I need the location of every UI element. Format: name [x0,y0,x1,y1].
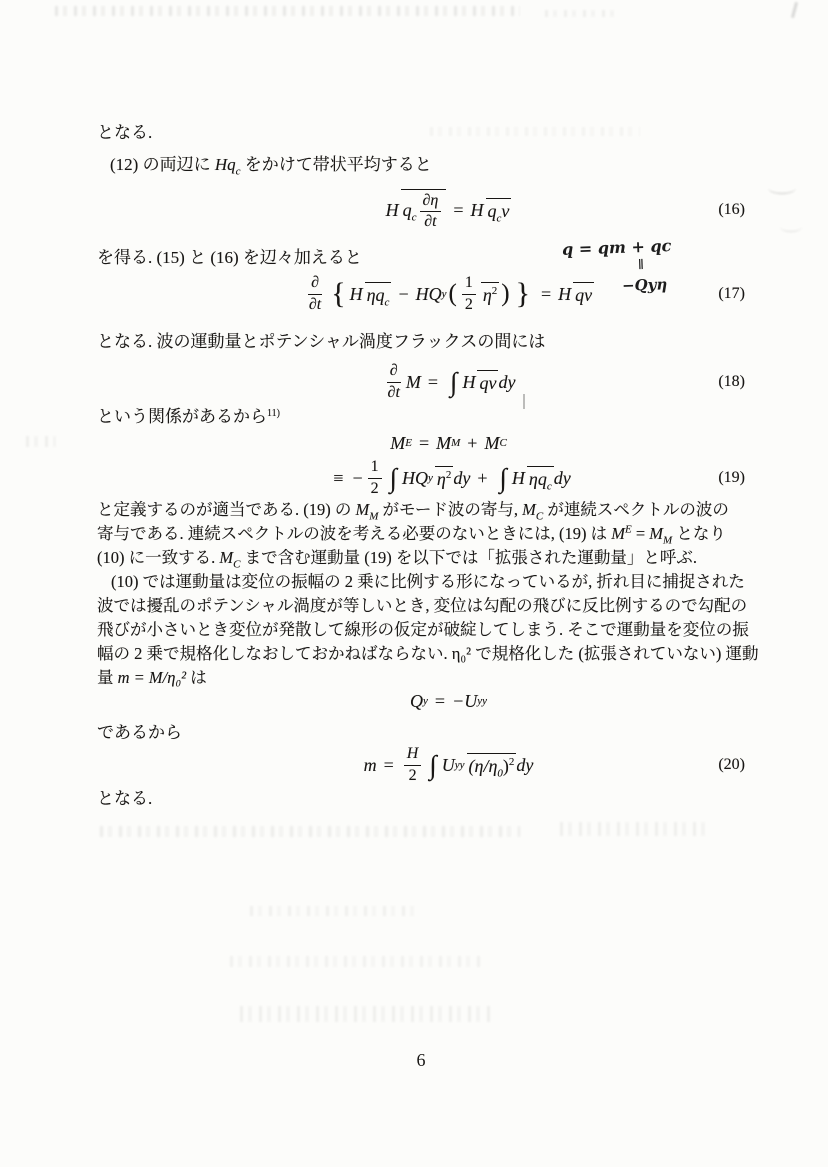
equation-20: m = $\frac{H}{2}$ ∫ U yy $(\eta/\eta_0)^2$ dy (20) [363,745,745,784]
equation-number: (19) [718,469,745,486]
integral-sign: ∫ [450,366,458,397]
math-var: Hq [214,155,236,174]
math-sub: c [546,480,552,493]
paragraph [97,498,777,690]
paragraph-line [97,594,777,618]
math-var: dy [453,467,471,488]
math-num: 1 [462,274,476,294]
text-run: となる. [97,789,153,808]
equals-sign: = [540,283,552,304]
math-var: H [470,199,484,220]
paragraph-line [97,642,777,666]
math-var: HQ [415,283,442,304]
math-sup: 2 [445,469,452,481]
math-num: 1 [368,458,382,478]
scan-artifact [100,826,520,837]
math-var: ∂t [387,383,400,401]
reference-mark: 11) [267,408,280,419]
overline-term [467,753,517,780]
paragraph-line [97,618,777,642]
math-var: M [522,500,536,519]
text-run: 飛びが小さいとき変位が発散して線形の仮定が破綻してしまう. そこで運動量を変位の振 [97,620,749,639]
integral-sign: ∫ [389,462,397,493]
math-var: ηq [528,469,547,489]
text-run: となり [672,524,726,543]
equation-18 [97,356,745,408]
math-var: dy [516,754,534,775]
overline-term [486,198,512,225]
equation-number: (17) [718,285,745,302]
equals-sign: = [427,371,439,392]
math-sup: 2 [491,285,498,297]
text-run: がモード波の寄与, [378,500,523,519]
math-var: H [385,199,399,220]
paragraph-line [97,498,777,522]
equation-19-line1: M E = M M + M C [390,432,507,453]
equals-sign: = [434,690,446,711]
text-run: (12) の両辺に [110,155,215,174]
equiv-sign: ≡ [333,467,344,488]
math-sub: c [496,212,502,225]
math-var: ∂t [424,213,437,230]
equation-number: (16) [718,201,745,218]
plus-sign: + [477,467,488,488]
math-paren: ) [502,756,509,776]
overline-term [401,189,447,232]
math-var: η [436,469,446,489]
fraction [306,274,324,314]
math-sub: M [369,510,379,523]
text-run: (10) に一致する. [97,548,220,567]
paragraph-line [97,666,777,690]
math-var: H [404,745,422,765]
scan-artifact [560,822,710,836]
body-text-line [97,329,545,354]
text-run: と定義するのが適当である. (19) の [97,500,356,519]
paragraph-line [97,522,777,546]
right-brace: } [515,277,530,310]
math-var: ∂η [420,192,442,212]
equation-16 [97,180,745,240]
math-var: M [484,432,500,453]
math-sup: E [625,523,632,536]
math-var: ηq [366,285,385,305]
body-text-line [110,152,432,177]
math-var: q [487,201,497,221]
math-sub: c [384,296,390,309]
scan-artifact [250,906,420,916]
math-sub: 0 [497,767,503,780]
body-text-line [97,120,152,145]
text-run: 幅の 2 乗で規格化しなおしておかねばならない. η₀² で規格化した (拡張されていない) 運動 [97,644,759,663]
math-num: 2 [370,479,379,497]
scan-artifact [430,127,640,136]
equation-17: $\frac{\partial}{\partial t}$ { H $\eta q_c$ − HQ y ( $\frac{1}{2}$ $\eta^2$ ) } = H qv (17) [97,264,745,324]
overline-term: qv [477,370,498,394]
math-var: M [390,432,406,453]
right-paren: ) [501,280,510,307]
math-var: m = M/η₀² [117,668,187,687]
scan-artifact [768,182,796,194]
math-var: dy [553,467,571,488]
math-var: (η/η [468,756,498,776]
body-text-line [97,786,152,811]
math-var: dy [498,371,516,392]
equation-number: (18) [718,373,745,390]
handwriting-line: ∥ [637,257,645,272]
fraction [404,745,422,785]
overline-term [527,466,554,493]
overline-term [435,466,453,490]
overline-term: qv [573,282,594,306]
plus-sign: + [467,432,478,453]
integral-sign: ∫ [499,462,507,493]
text-run: まで含む運動量 (19) を以下では「拡張された運動量」と呼ぶ. [240,548,697,567]
math-sub: c [411,211,417,224]
scan-artifact [780,222,802,232]
math-var: M [649,524,664,543]
equation-number: (20) [718,756,745,773]
math-var: q [402,199,412,220]
text-run: は [186,668,207,687]
fraction [368,458,382,498]
text-run: 量 [97,668,118,687]
fraction [385,362,403,402]
equals-sign: = [418,432,430,453]
math-var: η [482,285,492,305]
equation-qy: Q y = −U yy [410,690,487,711]
scan-artifact [26,436,56,447]
handwriting-line: −Qyη [621,275,668,295]
math-sup: 2 [508,756,515,768]
text-run: という関係があるから [97,407,267,426]
fraction [420,192,442,232]
math-sub: C [233,558,241,571]
math-var: ∂ [387,362,401,382]
text-run: (10) では運動量は変位の振幅の 2 乗に比例する形になっているが, 折れ目に捕捉された [111,572,745,591]
text-run: が連続スペクトルの波の [543,500,729,519]
text-run: 寄与である. 連続スペクトルの波を考える必要のないときには, (19) は [97,524,612,543]
text-run: をかけて帯状平均すると [240,155,432,174]
math-var: m [363,754,377,775]
math-num: 2 [464,295,473,313]
math-var: H [558,283,572,304]
math-var: M [219,548,234,567]
math-var: M [611,524,625,543]
integral-sign: ∫ [429,749,437,780]
text-run: = [631,524,650,543]
left-brace: { [331,277,346,310]
text-run: 波では擾乱のポテンシャル渦度が等しいとき, 変位は勾配の飛びに反比例するので勾配の [97,596,748,615]
math-sub: c [235,165,241,178]
math-var: H [462,371,476,392]
paragraph-line [97,570,777,594]
math-var: HQ [402,467,428,488]
math-num: 2 [408,766,417,784]
left-paren: ( [448,280,457,307]
math-var: H [511,467,525,488]
scan-artifact [55,6,520,16]
math-var: H [349,283,363,304]
equals-sign: = [383,754,394,775]
scan-artifact [230,956,480,967]
text-run: となる. 波の運動量とポテンシャル渦度フラックスの間には [97,332,546,351]
equals-sign: = [453,199,464,220]
page-number: 6 [416,1050,426,1070]
paragraph-line [97,546,777,570]
math-var: M [405,371,421,392]
scan-artifact [240,1006,490,1022]
fraction [462,274,476,314]
overline-term [481,282,499,306]
math-var: U [441,754,455,775]
math-var: Q [410,690,424,711]
text-run: となる. [97,123,153,142]
math-var: −U [452,690,478,711]
math-var: M [436,432,452,453]
scan-artifact [545,10,615,17]
math-var: M [355,500,370,519]
text-run: であるから [97,723,182,742]
math-sub: C [535,510,544,523]
scan-artifact [791,2,798,18]
math-var: v [501,201,510,221]
overline-term [365,282,392,309]
text-run: を得る. (15) と (16) を辺々加えると [97,248,362,267]
math-var: ∂t [308,295,322,313]
minus-sign: − [352,467,363,488]
math-var: ∂ [308,274,322,294]
math-sub: M [663,534,673,547]
body-text-line [97,404,280,429]
minus-sign: − [398,283,409,304]
equation-19-line2: ≡ − $\frac{1}{2}$ ∫ HQ y $\eta^2$ dy + ∫ H $\eta q_c$ dy (19) [333,458,745,497]
handwriting-line: q = qm + qc [561,236,672,259]
